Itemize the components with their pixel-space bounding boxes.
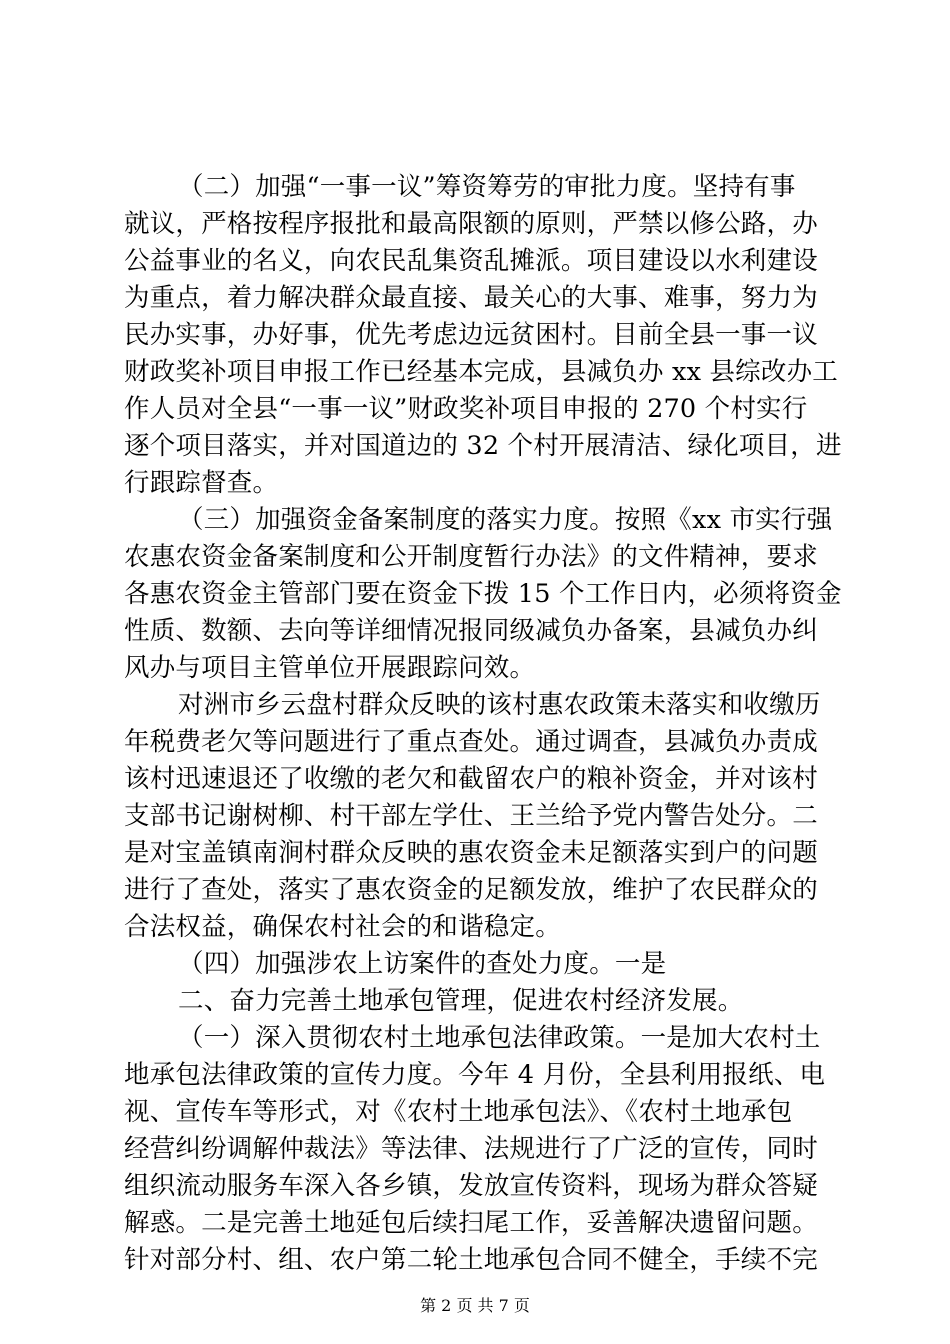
paragraph-6-line-6: 解惑。二是完善土地延包后续扫尾工作，妥善解决遗留问题。 bbox=[124, 1208, 818, 1238]
paragraph-4-line-4: 支部书记谢树柳、村干部左学仕、王兰给予党内警告处分。二 bbox=[124, 801, 818, 831]
paragraph-4-line-3: 该村迅速退还了收缴的老欠和截留农户的粮补资金，并对该村 bbox=[124, 764, 818, 794]
paragraph-6-line-3: 视、宣传车等形式，对《农村土地承包法》、《农村土地承包 bbox=[124, 1097, 793, 1127]
paragraph-3-line-3: 各惠农资金主管部门要在资金下拨 15 个工作日内，必须将资金 bbox=[124, 579, 842, 609]
paragraph-6-line-4: 经营纠纷调解仲裁法》等法律、法规进行了广泛的宣传，同时 bbox=[124, 1134, 818, 1164]
paragraph-2-line-6: 财政奖补项目申报工作已经基本完成，县减负办 xx 县综改办工 bbox=[124, 357, 838, 387]
paragraph-6-line-7: 针对部分村、组、农户第二轮土地承包合同不健全，手续不完 bbox=[124, 1245, 818, 1275]
paragraph-4-line-7: 合法权益，确保农村社会的和谐稳定。 bbox=[124, 912, 561, 942]
paragraph-4-line-1: 对洲市乡云盘村群众反映的该村惠农政策未落实和收缴历 bbox=[178, 690, 821, 720]
paragraph-2-line-4: 为重点，着力解决群众最直接、最关心的大事、难事，努力为 bbox=[124, 283, 818, 313]
paragraph-2-line-2: 就议，严格按程序报批和最高限额的原则，严禁以修公路，办 bbox=[124, 209, 818, 239]
paragraph-2-line-1: （二）加强“一事一议”筹资筹劳的审批力度。坚持有事 bbox=[178, 172, 796, 202]
page-footer: 第 2 页 共 7 页 bbox=[420, 1296, 530, 1315]
paragraph-4-line-5: 是对宝盖镇南涧村群众反映的惠农资金未足额落实到户的问题 bbox=[124, 838, 818, 868]
paragraph-2-line-8: 逐个项目落实，并对国道边的 32 个村开展清洁、绿化项目，进 bbox=[124, 431, 842, 461]
paragraph-2-line-5: 民办实事，办好事，优先考虑边远贫困村。目前全县一事一议 bbox=[124, 320, 818, 350]
paragraph-6-line-5: 组织流动服务车深入各乡镇，发放宣传资料，现场为群众答疑 bbox=[124, 1171, 818, 1201]
paragraph-2-line-9: 行跟踪督查。 bbox=[124, 468, 279, 498]
paragraph-6-line-1: （一）深入贯彻农村土地承包法律政策。一是加大农村土 bbox=[178, 1023, 821, 1053]
section-heading: 二、奋力完善土地承包管理，促进农村经济发展。 bbox=[178, 986, 744, 1016]
paragraph-3-line-4: 性质、数额、去向等详细情况报同级减负办备案，县减负办纠 bbox=[124, 616, 818, 646]
paragraph-4-line-2: 年税费老欠等问题进行了重点查处。通过调查，县减负办责成 bbox=[124, 727, 818, 757]
paragraph-3-line-1: （三）加强资金备案制度的落实力度。按照《xx 市实行强 bbox=[178, 505, 833, 535]
paragraph-4-line-6: 进行了查处，落实了惠农资金的足额发放，维护了农民群众的 bbox=[124, 875, 818, 905]
paragraph-3-line-2: 农惠农资金备案制度和公开制度暂行办法》的文件精神，要求 bbox=[124, 542, 818, 572]
paragraph-5-line-1: （四）加强涉农上访案件的查处力度。一是 bbox=[178, 949, 667, 979]
paragraph-2-line-3: 公益事业的名义，向农民乱集资乱摊派。项目建设以水利建设 bbox=[124, 246, 818, 276]
paragraph-2-line-7: 作人员对全县“一事一议”财政奖补项目申报的 270 个村实行 bbox=[124, 394, 808, 424]
paragraph-6-line-2: 地承包法律政策的宣传力度。今年 4 月份，全县利用报纸、电 bbox=[124, 1060, 826, 1090]
paragraph-3-line-5: 风办与项目主管单位开展跟踪问效。 bbox=[124, 653, 536, 683]
